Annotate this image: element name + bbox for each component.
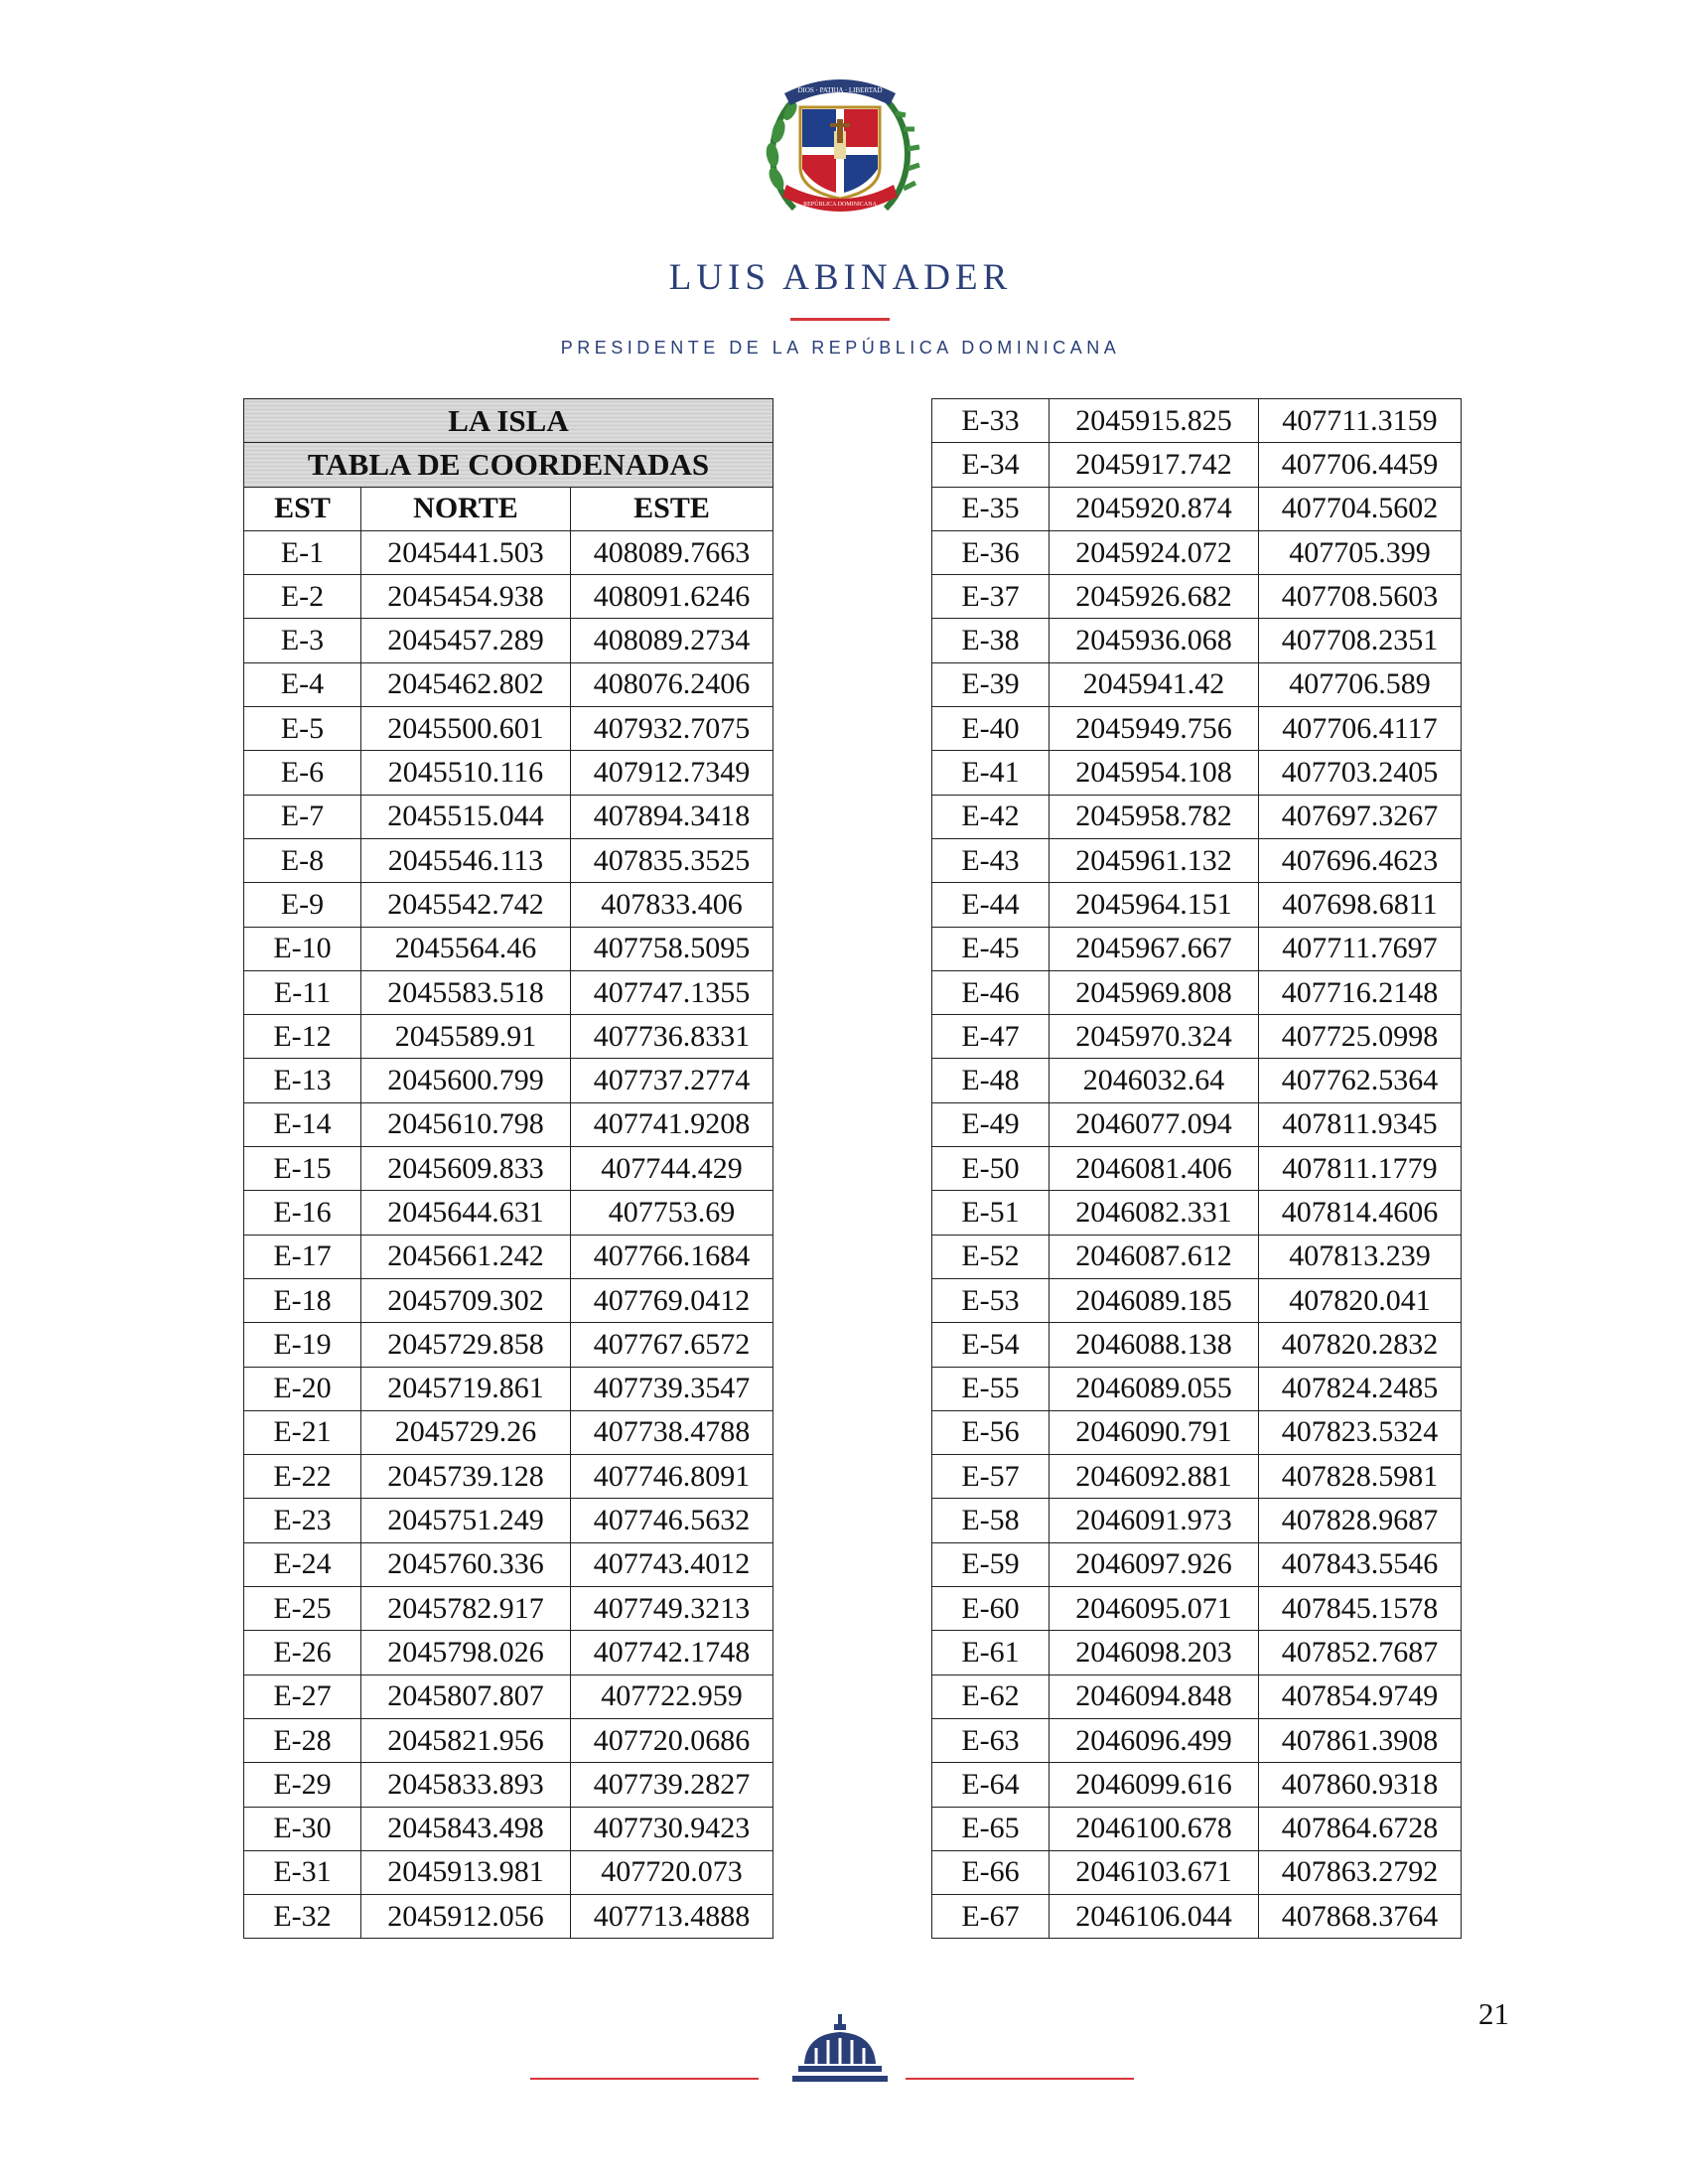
column-header-norte: NORTE — [361, 487, 571, 530]
cell-est: E-35 — [932, 487, 1050, 530]
cell-est: E-17 — [244, 1235, 361, 1278]
table-row — [244, 530, 773, 574]
cell-est: E-65 — [932, 1807, 1050, 1850]
cell-este: 407704.5602 — [1259, 487, 1462, 530]
cell-est: E-34 — [932, 443, 1050, 487]
table-row — [244, 1367, 773, 1410]
table-row — [932, 795, 1462, 838]
cell-norte: 2046094.848 — [1050, 1674, 1259, 1718]
cell-este: 407894.3418 — [571, 795, 773, 838]
cell-este: 407852.7687 — [1259, 1631, 1462, 1674]
table-row — [244, 1455, 773, 1499]
shield — [800, 107, 880, 199]
cell-norte: 2045949.756 — [1050, 707, 1259, 751]
cell-norte: 2045661.242 — [361, 1235, 571, 1278]
cell-norte: 2045751.249 — [361, 1499, 571, 1542]
table-subtitle-row — [244, 443, 773, 487]
cell-este: 407722.959 — [571, 1674, 773, 1718]
cell-est: E-52 — [932, 1235, 1050, 1278]
cell-este: 408091.6246 — [571, 575, 773, 619]
cell-est: E-5 — [244, 707, 361, 751]
cell-norte: 2046106.044 — [1050, 1895, 1259, 1939]
cell-est: E-39 — [932, 662, 1050, 706]
coat-of-arms-emblem — [755, 60, 925, 230]
table-row — [244, 1102, 773, 1146]
cell-est: E-18 — [244, 1278, 361, 1322]
cell-est: E-32 — [244, 1895, 361, 1939]
cell-est: E-63 — [932, 1718, 1050, 1762]
cell-norte: 2046082.331 — [1050, 1191, 1259, 1235]
table-row — [932, 838, 1462, 882]
cell-este: 407814.4606 — [1259, 1191, 1462, 1235]
table-row — [932, 1323, 1462, 1367]
table-row — [932, 399, 1462, 443]
cell-norte: 2046089.055 — [1050, 1367, 1259, 1410]
table-row — [244, 795, 773, 838]
table-row — [932, 1147, 1462, 1191]
cell-este: 407749.3213 — [571, 1587, 773, 1631]
table-row — [244, 883, 773, 927]
table-row — [932, 751, 1462, 795]
table-row — [932, 1850, 1462, 1894]
cell-norte: 2045546.113 — [361, 838, 571, 882]
cell-est: E-61 — [932, 1631, 1050, 1674]
table-row — [932, 927, 1462, 970]
cell-norte: 2046077.094 — [1050, 1102, 1259, 1146]
cell-norte: 2045941.42 — [1050, 662, 1259, 706]
table-row — [932, 1587, 1462, 1631]
cell-est: E-20 — [244, 1367, 361, 1410]
table-row — [932, 1499, 1462, 1542]
cell-est: E-59 — [932, 1542, 1050, 1586]
cell-est: E-8 — [244, 838, 361, 882]
cell-este: 408089.2734 — [571, 619, 773, 662]
table-title-row — [244, 399, 773, 443]
cell-norte: 2045457.289 — [361, 619, 571, 662]
table-row — [244, 1718, 773, 1762]
cell-este: 407737.2774 — [571, 1059, 773, 1102]
table-row — [244, 1807, 773, 1850]
cell-norte: 2045807.807 — [361, 1674, 571, 1718]
cell-este: 407863.2792 — [1259, 1850, 1462, 1894]
table-row — [932, 1895, 1462, 1939]
cell-norte: 2045510.116 — [361, 751, 571, 795]
cell-este: 407828.9687 — [1259, 1499, 1462, 1542]
cell-est: E-6 — [244, 751, 361, 795]
president-title: PRESIDENTE DE LA REPÚBLICA DOMINICANA — [560, 338, 1121, 358]
cell-norte: 2045709.302 — [361, 1278, 571, 1322]
cell-este: 407711.3159 — [1259, 399, 1462, 443]
name-ribbon-text: REPÚBLICA DOMINICANA — [803, 202, 877, 208]
coordinates-table-right — [931, 398, 1462, 1939]
cell-norte: 2045798.026 — [361, 1631, 571, 1674]
cell-este: 407698.6811 — [1259, 883, 1462, 927]
table-row — [932, 1191, 1462, 1235]
table-row — [932, 1235, 1462, 1278]
table-body-left — [244, 530, 773, 1939]
table-row — [932, 970, 1462, 1014]
table-row — [932, 1631, 1462, 1674]
table-title-la-isla: LA ISLA — [244, 399, 773, 443]
dome-icon — [792, 2012, 888, 2090]
cell-este: 407811.1779 — [1259, 1147, 1462, 1191]
cell-este: 407762.5364 — [1259, 1059, 1462, 1102]
cell-norte: 2046100.678 — [1050, 1807, 1259, 1850]
footer-rule-left — [530, 2078, 759, 2080]
cell-est: E-28 — [244, 1718, 361, 1762]
cell-norte: 2045970.324 — [1050, 1015, 1259, 1059]
cell-norte: 2045917.742 — [1050, 443, 1259, 487]
cell-est: E-23 — [244, 1499, 361, 1542]
cell-este: 407864.6728 — [1259, 1807, 1462, 1850]
table-row — [244, 707, 773, 751]
cell-est: E-33 — [932, 399, 1050, 443]
cell-este: 407711.7697 — [1259, 927, 1462, 970]
cell-est: E-36 — [932, 530, 1050, 574]
cell-est: E-40 — [932, 707, 1050, 751]
cell-este: 407744.429 — [571, 1147, 773, 1191]
cell-este: 407697.3267 — [1259, 795, 1462, 838]
cell-est: E-51 — [932, 1191, 1050, 1235]
cell-est: E-45 — [932, 927, 1050, 970]
cell-este: 407747.1355 — [571, 970, 773, 1014]
cell-norte: 2046092.881 — [1050, 1455, 1259, 1499]
table-row — [244, 1674, 773, 1718]
cell-este: 407706.589 — [1259, 662, 1462, 706]
table-row — [932, 575, 1462, 619]
cell-norte: 2046096.499 — [1050, 1718, 1259, 1762]
cell-norte: 2045644.631 — [361, 1191, 571, 1235]
motto-ribbon-text: DIOS · PATRIA · LIBERTAD — [797, 86, 883, 94]
cell-norte: 2045964.151 — [1050, 883, 1259, 927]
cell-est: E-38 — [932, 619, 1050, 662]
table-header-row — [244, 487, 773, 530]
cell-norte: 2045583.518 — [361, 970, 571, 1014]
cell-este: 407820.041 — [1259, 1278, 1462, 1322]
cell-norte: 2045969.808 — [1050, 970, 1259, 1014]
cell-este: 407766.1684 — [571, 1235, 773, 1278]
table-row — [932, 1542, 1462, 1586]
cell-est: E-11 — [244, 970, 361, 1014]
cell-est: E-7 — [244, 795, 361, 838]
table-row — [244, 838, 773, 882]
cell-este: 407746.8091 — [571, 1455, 773, 1499]
cell-este: 407833.406 — [571, 883, 773, 927]
cell-est: E-50 — [932, 1147, 1050, 1191]
cell-este: 407730.9423 — [571, 1807, 773, 1850]
cell-este: 407843.5546 — [1259, 1542, 1462, 1586]
table-title-coordenadas: TABLA DE COORDENADAS — [244, 443, 773, 487]
page-number: 21 — [1478, 1996, 1509, 2031]
cell-est: E-27 — [244, 1674, 361, 1718]
president-name: LUIS ABINADER — [668, 257, 1013, 298]
cell-este: 407861.3908 — [1259, 1718, 1462, 1762]
cell-este: 407824.2485 — [1259, 1367, 1462, 1410]
table-row — [932, 1763, 1462, 1807]
cell-norte: 2045729.858 — [361, 1323, 571, 1367]
cell-este: 407705.399 — [1259, 530, 1462, 574]
table-row — [932, 1102, 1462, 1146]
cell-norte: 2045760.336 — [361, 1542, 571, 1586]
cell-est: E-29 — [244, 1763, 361, 1807]
cell-este: 407813.239 — [1259, 1235, 1462, 1278]
cell-este: 407932.7075 — [571, 707, 773, 751]
table-row — [932, 1015, 1462, 1059]
cell-est: E-16 — [244, 1191, 361, 1235]
cell-norte: 2046098.203 — [1050, 1631, 1259, 1674]
cell-norte: 2046095.071 — [1050, 1587, 1259, 1631]
cell-est: E-58 — [932, 1499, 1050, 1542]
cell-est: E-48 — [932, 1059, 1050, 1102]
cell-est: E-62 — [932, 1674, 1050, 1718]
footer-rule-right — [906, 2078, 1134, 2080]
cell-norte: 2045462.802 — [361, 662, 571, 706]
cell-norte: 2046097.926 — [1050, 1542, 1259, 1586]
cell-norte: 2045954.108 — [1050, 751, 1259, 795]
cell-este: 407820.2832 — [1259, 1323, 1462, 1367]
cell-norte: 2045913.981 — [361, 1850, 571, 1894]
name-underline — [790, 318, 890, 321]
table-row — [244, 1191, 773, 1235]
cell-norte: 2045782.917 — [361, 1587, 571, 1631]
cell-este: 407706.4459 — [1259, 443, 1462, 487]
table-row — [932, 443, 1462, 487]
cell-norte: 2045961.132 — [1050, 838, 1259, 882]
cell-est: E-10 — [244, 927, 361, 970]
table-row — [932, 1674, 1462, 1718]
cell-norte: 2045610.798 — [361, 1102, 571, 1146]
cell-este: 407835.3525 — [571, 838, 773, 882]
table-row — [244, 751, 773, 795]
table-row — [932, 1278, 1462, 1322]
cell-norte: 2045515.044 — [361, 795, 571, 838]
table-row — [932, 707, 1462, 751]
cell-est: E-47 — [932, 1015, 1050, 1059]
cell-norte: 2045542.742 — [361, 883, 571, 927]
cell-este: 407753.69 — [571, 1191, 773, 1235]
cell-este: 407746.5632 — [571, 1499, 773, 1542]
cell-norte: 2045564.46 — [361, 927, 571, 970]
cell-este: 407742.1748 — [571, 1631, 773, 1674]
table-row — [932, 883, 1462, 927]
table-row — [244, 1235, 773, 1278]
cell-este: 407860.9318 — [1259, 1763, 1462, 1807]
cell-norte: 2045589.91 — [361, 1015, 571, 1059]
cell-norte: 2046081.406 — [1050, 1147, 1259, 1191]
table-row — [932, 530, 1462, 574]
table-row — [244, 1015, 773, 1059]
cell-est: E-66 — [932, 1850, 1050, 1894]
cell-est: E-54 — [932, 1323, 1050, 1367]
table-row — [244, 1895, 773, 1939]
cell-este: 408089.7663 — [571, 530, 773, 574]
cell-est: E-12 — [244, 1015, 361, 1059]
cell-norte: 2045958.782 — [1050, 795, 1259, 838]
cell-este: 407725.0998 — [1259, 1015, 1462, 1059]
cell-este: 407828.5981 — [1259, 1455, 1462, 1499]
cell-este: 407708.5603 — [1259, 575, 1462, 619]
cell-est: E-15 — [244, 1147, 361, 1191]
cell-norte: 2045843.498 — [361, 1807, 571, 1850]
cell-est: E-2 — [244, 575, 361, 619]
cell-norte: 2046032.64 — [1050, 1059, 1259, 1102]
cell-este: 407823.5324 — [1259, 1410, 1462, 1454]
table-row — [244, 927, 773, 970]
cell-norte: 2045924.072 — [1050, 530, 1259, 574]
cell-este: 407736.8331 — [571, 1015, 773, 1059]
table-row — [244, 575, 773, 619]
table-row — [244, 1499, 773, 1542]
cell-est: E-9 — [244, 883, 361, 927]
cell-est: E-64 — [932, 1763, 1050, 1807]
coordinates-table-left — [243, 398, 773, 1939]
table-row — [244, 662, 773, 706]
cell-este: 407811.9345 — [1259, 1102, 1462, 1146]
table-body-right — [932, 399, 1462, 1939]
cell-norte: 2045926.682 — [1050, 575, 1259, 619]
cell-norte: 2045920.874 — [1050, 487, 1259, 530]
cell-este: 407767.6572 — [571, 1323, 773, 1367]
table-row — [244, 1323, 773, 1367]
cell-est: E-46 — [932, 970, 1050, 1014]
cell-este: 407706.4117 — [1259, 707, 1462, 751]
cell-est: E-55 — [932, 1367, 1050, 1410]
cell-norte: 2045912.056 — [361, 1895, 571, 1939]
table-row — [244, 1410, 773, 1454]
table-row — [932, 1718, 1462, 1762]
cell-est: E-31 — [244, 1850, 361, 1894]
cell-norte: 2045915.825 — [1050, 399, 1259, 443]
cell-est: E-56 — [932, 1410, 1050, 1454]
table-row — [244, 970, 773, 1014]
cell-norte: 2046088.138 — [1050, 1323, 1259, 1367]
cell-est: E-42 — [932, 795, 1050, 838]
cell-norte: 2045719.861 — [361, 1367, 571, 1410]
cell-est: E-24 — [244, 1542, 361, 1586]
cell-este: 407720.073 — [571, 1850, 773, 1894]
cell-este: 407739.3547 — [571, 1367, 773, 1410]
cell-est: E-37 — [932, 575, 1050, 619]
table-row — [244, 1763, 773, 1807]
cell-est: E-21 — [244, 1410, 361, 1454]
cell-norte: 2045600.799 — [361, 1059, 571, 1102]
cell-est: E-60 — [932, 1587, 1050, 1631]
cell-est: E-14 — [244, 1102, 361, 1146]
cell-este: 407912.7349 — [571, 751, 773, 795]
cell-norte: 2045729.26 — [361, 1410, 571, 1454]
cell-norte: 2045739.128 — [361, 1455, 571, 1499]
cell-est: E-1 — [244, 530, 361, 574]
cell-est: E-19 — [244, 1323, 361, 1367]
cell-este: 407720.0686 — [571, 1718, 773, 1762]
cell-est: E-30 — [244, 1807, 361, 1850]
table-row — [932, 487, 1462, 530]
cell-est: E-53 — [932, 1278, 1050, 1322]
cell-norte: 2045936.068 — [1050, 619, 1259, 662]
cell-est: E-25 — [244, 1587, 361, 1631]
cell-norte: 2046091.973 — [1050, 1499, 1259, 1542]
cell-norte: 2045821.956 — [361, 1718, 571, 1762]
cell-norte: 2046103.671 — [1050, 1850, 1259, 1894]
table-row — [932, 1807, 1462, 1850]
cell-est: E-67 — [932, 1895, 1050, 1939]
column-header-este: ESTE — [571, 487, 773, 530]
column-header-est: EST — [244, 487, 361, 530]
cell-norte: 2045967.667 — [1050, 927, 1259, 970]
cell-est: E-26 — [244, 1631, 361, 1674]
cell-norte: 2045454.938 — [361, 575, 571, 619]
cell-norte: 2045833.893 — [361, 1763, 571, 1807]
cell-est: E-3 — [244, 619, 361, 662]
cell-est: E-44 — [932, 883, 1050, 927]
cell-este: 407743.4012 — [571, 1542, 773, 1586]
cell-norte: 2046090.791 — [1050, 1410, 1259, 1454]
cell-este: 407868.3764 — [1259, 1895, 1462, 1939]
cell-norte: 2045609.833 — [361, 1147, 571, 1191]
cell-norte: 2045441.503 — [361, 530, 571, 574]
cell-est: E-43 — [932, 838, 1050, 882]
cell-norte: 2045500.601 — [361, 707, 571, 751]
cell-este: 407741.9208 — [571, 1102, 773, 1146]
table-row — [244, 1278, 773, 1322]
cell-norte: 2046089.185 — [1050, 1278, 1259, 1322]
table-row — [244, 1631, 773, 1674]
cell-este: 407703.2405 — [1259, 751, 1462, 795]
cell-este: 407713.4888 — [571, 1895, 773, 1939]
table-row — [932, 1059, 1462, 1102]
cell-este: 407708.2351 — [1259, 619, 1462, 662]
cell-este: 408076.2406 — [571, 662, 773, 706]
cell-este: 407758.5095 — [571, 927, 773, 970]
cell-este: 407845.1578 — [1259, 1587, 1462, 1631]
table-row — [932, 619, 1462, 662]
cell-este: 407854.9749 — [1259, 1674, 1462, 1718]
cell-este: 407716.2148 — [1259, 970, 1462, 1014]
cell-est: E-22 — [244, 1455, 361, 1499]
table-row — [244, 1542, 773, 1586]
table-row — [932, 1455, 1462, 1499]
cell-est: E-57 — [932, 1455, 1050, 1499]
cell-norte: 2046087.612 — [1050, 1235, 1259, 1278]
cell-est: E-49 — [932, 1102, 1050, 1146]
table-row — [932, 1410, 1462, 1454]
cell-este: 407738.4788 — [571, 1410, 773, 1454]
cell-est: E-13 — [244, 1059, 361, 1102]
table-row — [932, 1367, 1462, 1410]
table-row — [244, 619, 773, 662]
table-row — [932, 662, 1462, 706]
cell-est: E-41 — [932, 751, 1050, 795]
table-row — [244, 1059, 773, 1102]
table-row — [244, 1850, 773, 1894]
table-row — [244, 1147, 773, 1191]
cell-norte: 2046099.616 — [1050, 1763, 1259, 1807]
cell-este: 407769.0412 — [571, 1278, 773, 1322]
cell-est: E-4 — [244, 662, 361, 706]
cell-este: 407739.2827 — [571, 1763, 773, 1807]
table-row — [244, 1587, 773, 1631]
cell-este: 407696.4623 — [1259, 838, 1462, 882]
